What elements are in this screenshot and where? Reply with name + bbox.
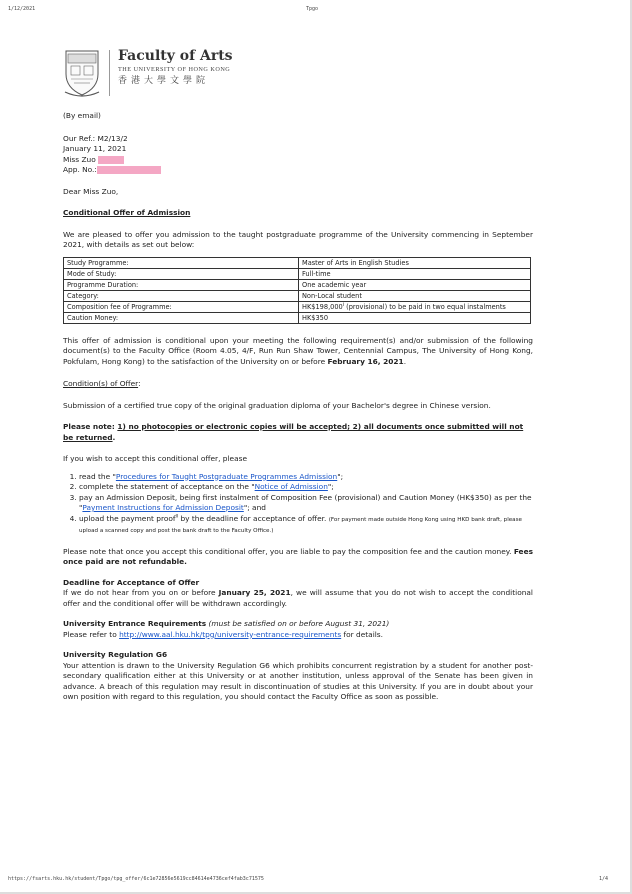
note-end: . — [112, 432, 116, 442]
condition-text: This offer of admission is conditional upon your meeting the following requirement(s) and/or submission of the following document(s) to the Faculty Office (Room 4.05, 4/F, Run Run Shaw Tower, Centennial Campus, The University of Hong Kong, Pokfulam, Hong Kong) to the satisfaction of the University on or before — [63, 335, 533, 366]
step-text: by the deadline for acceptance of offer. — [178, 513, 327, 523]
acceptance-steps — [63, 472, 533, 537]
conditions-heading-text: Condition(s) of Offer — [63, 379, 139, 388]
chinese-name: 香港大學文學院 — [118, 76, 210, 86]
condition-end: . — [403, 356, 407, 366]
entrance-paragraph — [63, 630, 533, 641]
list-item — [79, 472, 533, 483]
list-item — [79, 482, 533, 493]
note-lead: Please note: — [63, 422, 115, 431]
table-row — [64, 301, 531, 312]
condition-paragraph — [63, 336, 533, 368]
step-text: pay an Admission Deposit, being first instalment of Composition Fee (provisional) and Caution Money (HK$350) as per the " — [79, 492, 532, 512]
deadline-heading: Deadline for Acceptance of Offer — [63, 577, 200, 587]
table-row — [64, 312, 531, 323]
detail-value — [299, 301, 531, 312]
step-text: complete the statement of acceptance on the " — [79, 482, 255, 491]
deadline-text: If we do not hear from you on or before — [63, 588, 219, 597]
detail-label: Programme Duration: — [64, 279, 299, 290]
list-item — [79, 493, 533, 514]
app-no-label: App. No.: — [63, 165, 97, 174]
submission-deadline: February 16, 2021 — [327, 356, 404, 366]
regulation-paragraph: Your attention is drawn to the University Regulation G6 which prohibits concurrent registration by a student for another post-secondary qualification either at this University or at another institution, unless approval of the Senate has been given in advance. A breach of this regulation may result in discontinuation of studies at this University. If you are in doubt about your own position with regard to this regulation, you should contact the Faculty Office as soon as possible. — [63, 660, 533, 701]
table-row — [64, 268, 531, 279]
detail-value: Master of Arts in English Studies — [299, 257, 531, 268]
step-text: "; — [327, 482, 334, 491]
entrance-heading-text: University Entrance Requirements — [63, 619, 207, 628]
detail-label: Caution Money: — [64, 312, 299, 323]
letter-date: January 11, 2021 — [63, 144, 127, 153]
fee-footnote-mark: I — [342, 302, 345, 308]
salutation: Dear Miss Zuo, — [63, 186, 119, 196]
detail-value: Full-time — [299, 268, 531, 279]
deadline-text: , we will assume that you do not wish to accept the conditional offer and the conditional offer will be withdrawn accordingly. — [63, 588, 533, 608]
acceptance-deadline: January 25, 2021 — [218, 588, 291, 597]
step-text: read the " — [79, 471, 116, 481]
letterhead — [63, 48, 533, 104]
print-url: https://fsarts.hku.hk/student/Tpgo/tpg_offer/6c1e72856e5619cc84614e4736cef4fab3c71575 — [8, 876, 264, 882]
entrance-text: for details. — [341, 629, 384, 639]
liability-paragraph — [63, 547, 533, 568]
accept-intro: If you wish to accept this conditional offer, please — [63, 454, 248, 463]
hku-crest-icon — [63, 48, 101, 98]
programme-details-table — [63, 257, 531, 324]
non-refundable-note: Fees once paid are not refundable. — [63, 546, 533, 566]
table-row — [64, 279, 531, 290]
university-name: THE UNIVERSITY OF HONG KONG — [118, 66, 231, 73]
letter — [63, 48, 533, 703]
step-small-note: (For payment made outside Hong Kong using HKD bank draft, please upload a scanned copy and post the bank draft to the Faculty Office.) — [79, 516, 522, 534]
list-item — [79, 514, 533, 537]
note-paragraph — [63, 422, 533, 443]
addressee-name: Miss Zuo — [63, 154, 96, 164]
detail-label: Category: — [64, 290, 299, 301]
detail-value: One academic year — [299, 279, 531, 290]
by-email: (By email) — [63, 111, 101, 120]
fee-amount: HK$198,000 — [302, 302, 343, 311]
entrance-heading — [63, 619, 533, 630]
table-row — [64, 257, 531, 268]
step-text: "; — [337, 471, 344, 481]
print-page-number: 1/4 — [599, 876, 609, 882]
redaction-app-no — [97, 166, 161, 174]
offer-heading: Conditional Offer of Admission — [63, 208, 191, 217]
table-row — [64, 290, 531, 301]
notice-of-admission-link[interactable]: Notice of Admission — [254, 482, 328, 491]
step-text: "; and — [243, 503, 266, 512]
print-date: 1/12/2021 — [8, 6, 36, 12]
deadline-paragraph — [63, 588, 533, 609]
regulation-heading: University Regulation G6 — [63, 650, 168, 659]
detail-label: Mode of Study: — [64, 268, 299, 279]
detail-label: Composition fee of Programme: — [64, 301, 299, 312]
entrance-text: Please refer to — [63, 629, 120, 639]
detail-label: Study Programme: — [64, 257, 299, 268]
conditions-heading — [63, 379, 533, 390]
footnote-mark: II — [175, 514, 179, 520]
print-title: Tpgo — [306, 6, 319, 12]
condition-item: Submission of a certified true copy of the original graduation diploma of your Bachelor's degree in Chinese version. — [63, 400, 491, 410]
note-emphasis: 1) no photocopies or electronic copies will be accepted; 2) all documents once submitted will not be returned — [63, 422, 524, 442]
redaction-name — [98, 156, 124, 164]
letterhead-divider — [109, 50, 110, 96]
intro-paragraph: We are pleased to offer you admission to the taught postgraduate programme of the University commencing in September 2021, with details as set out below: — [63, 229, 533, 249]
application-number — [63, 165, 533, 176]
entrance-requirements-link[interactable]: http://www.aal.hku.hk/tpg/university-entrance-requirements — [119, 629, 342, 639]
faculty-name: Faculty of Arts — [118, 48, 233, 64]
step-text: upload the payment proof — [79, 513, 176, 523]
procedures-link[interactable]: Procedures for Taught Postgraduate Programmes Admission — [115, 471, 338, 481]
entrance-note: (must be satisfied on or before August 31, 2021) — [208, 619, 390, 628]
conditions-colon: : — [138, 379, 141, 388]
payment-instructions-link[interactable]: Payment Instructions for Admission Deposit — [82, 503, 244, 512]
fee-note: (provisional) to be paid in two equal instalments — [344, 302, 506, 311]
detail-value: HK$350 — [299, 312, 531, 323]
liability-text: Please note that once you accept this conditional offer, you are liable to pay the composition fee and the caution money. — [63, 546, 514, 556]
addressee — [63, 155, 533, 166]
reference: Our Ref.: M2/13/2 — [63, 133, 128, 143]
detail-value: Non-Local student — [299, 290, 531, 301]
